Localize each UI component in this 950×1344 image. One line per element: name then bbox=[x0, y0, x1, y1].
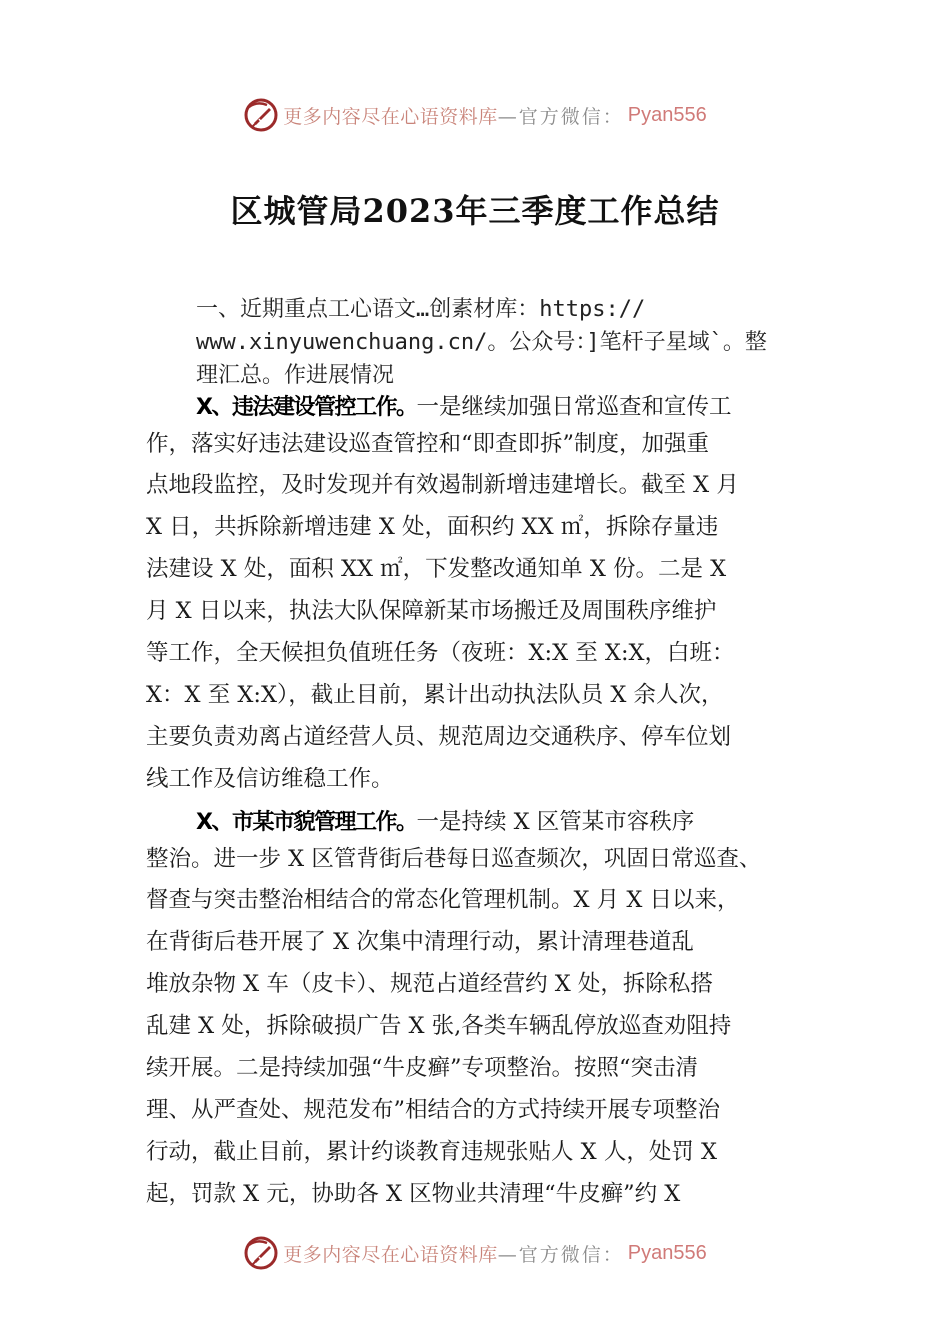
paragraph-line: X：X 至 X:X），截止目前，累计出动执法队员 X 余人次， bbox=[146, 682, 724, 708]
header-watermark-banner bbox=[0, 95, 950, 135]
paragraph-line: 乱建 X 处，拆除破损广告 X 张,各类车辆乱停放巡查劝阻持 bbox=[146, 1013, 732, 1039]
paragraph-line: X、违法建设管控工作。一是继续加强日常巡查和宣传工 bbox=[196, 394, 732, 420]
paragraph-line: 月 X 日以来，执法大队保障新某市场搬迁及周围秩序维护 bbox=[146, 598, 717, 624]
paragraph-line: 在背街后巷开展了 X 次集中清理行动，累计清理巷道乱 bbox=[146, 929, 694, 955]
intro-paragraph bbox=[196, 293, 836, 392]
paragraph-line: 续开展。二是持续加强“牛皮癣”专项整治。按照“突击清 bbox=[146, 1055, 699, 1081]
paragraph-line: 理、从严查处、规范发布”相结合的方式持续开展专项整治 bbox=[146, 1097, 721, 1123]
intro-line: 一、近期重点工心语文…创素材库：https:// bbox=[196, 297, 646, 322]
paragraph-line: 督查与突击整治相结合的常态化管理机制。X 月 X 日以来， bbox=[146, 887, 740, 913]
paragraph-line: 堆放杂物 X 车（皮卡）、规范占道经营约 X 处，拆除私搭 bbox=[146, 971, 713, 997]
paragraph-line: 法建设 X 处，面积 XX ㎡，下发整改通知单 X 份。二是 X bbox=[146, 556, 727, 582]
paragraph-line: 起，罚款 X 元，协助各 X 区物业共清理“牛皮癣”约 X bbox=[146, 1181, 681, 1207]
quill-pen-logo-icon bbox=[243, 1235, 279, 1271]
paragraph-line: 整治。进一步 X 区管背街后巷每日巡查频次，巩固日常巡查、 bbox=[146, 846, 762, 872]
banner-wechat-label: —官方微信： bbox=[497, 1243, 624, 1266]
footer-watermark-banner bbox=[0, 1233, 950, 1273]
paragraph-line: 线工作及信访维稳工作。 bbox=[146, 766, 394, 792]
paragraph-line: 等工作，全天候担负值班任务（夜班：X:X 至 X:X，白班： bbox=[146, 640, 735, 666]
banner-slogan: 更多内容尽在心语资料库 bbox=[283, 1243, 498, 1266]
banner-slogan: 更多内容尽在心语资料库 bbox=[283, 105, 498, 128]
intro-line: 理汇总。作进展情况 bbox=[196, 363, 395, 388]
banner-wechat-id: Pyan556 bbox=[627, 103, 707, 126]
paragraph-line: 点地段监控，及时发现并有效遏制新增违建增长。截至 X 月 bbox=[146, 472, 739, 498]
section-heading: X、市某市貌管理工作。 bbox=[196, 810, 417, 835]
section-heading: X、违法建设管控工作。 bbox=[196, 395, 417, 420]
paragraph-line: X 日，共拆除新增违建 X 处，面积约 XX ㎡，拆除存量违 bbox=[146, 514, 719, 540]
quill-pen-logo-icon bbox=[243, 97, 279, 133]
paragraph-line: 行动，截止目前，累计约谈教育违规张贴人 X 人，处罚 X bbox=[146, 1139, 717, 1165]
intro-line: www.xinyuwenchuang.cn/。公众号：]笔杆子星域`。整 bbox=[196, 330, 767, 355]
banner-wechat-id: Pyan556 bbox=[627, 1241, 707, 1264]
section-illegal-construction bbox=[146, 390, 826, 800]
banner-wechat-label: —官方微信： bbox=[497, 105, 624, 128]
paragraph-line: X、市某市貌管理工作。一是持续 X 区管某市容秩序 bbox=[196, 809, 695, 835]
document-title: 区城管局2023年三季度工作总结 bbox=[230, 192, 720, 230]
paragraph-line: 主要负责劝离占道经营人员、规范周边交通秩序、停车位划 bbox=[146, 724, 732, 750]
paragraph-line: 作，落实好违法建设巡查管控和“即查即拆”制度，加强重 bbox=[146, 431, 710, 457]
section-city-appearance bbox=[146, 805, 826, 1215]
